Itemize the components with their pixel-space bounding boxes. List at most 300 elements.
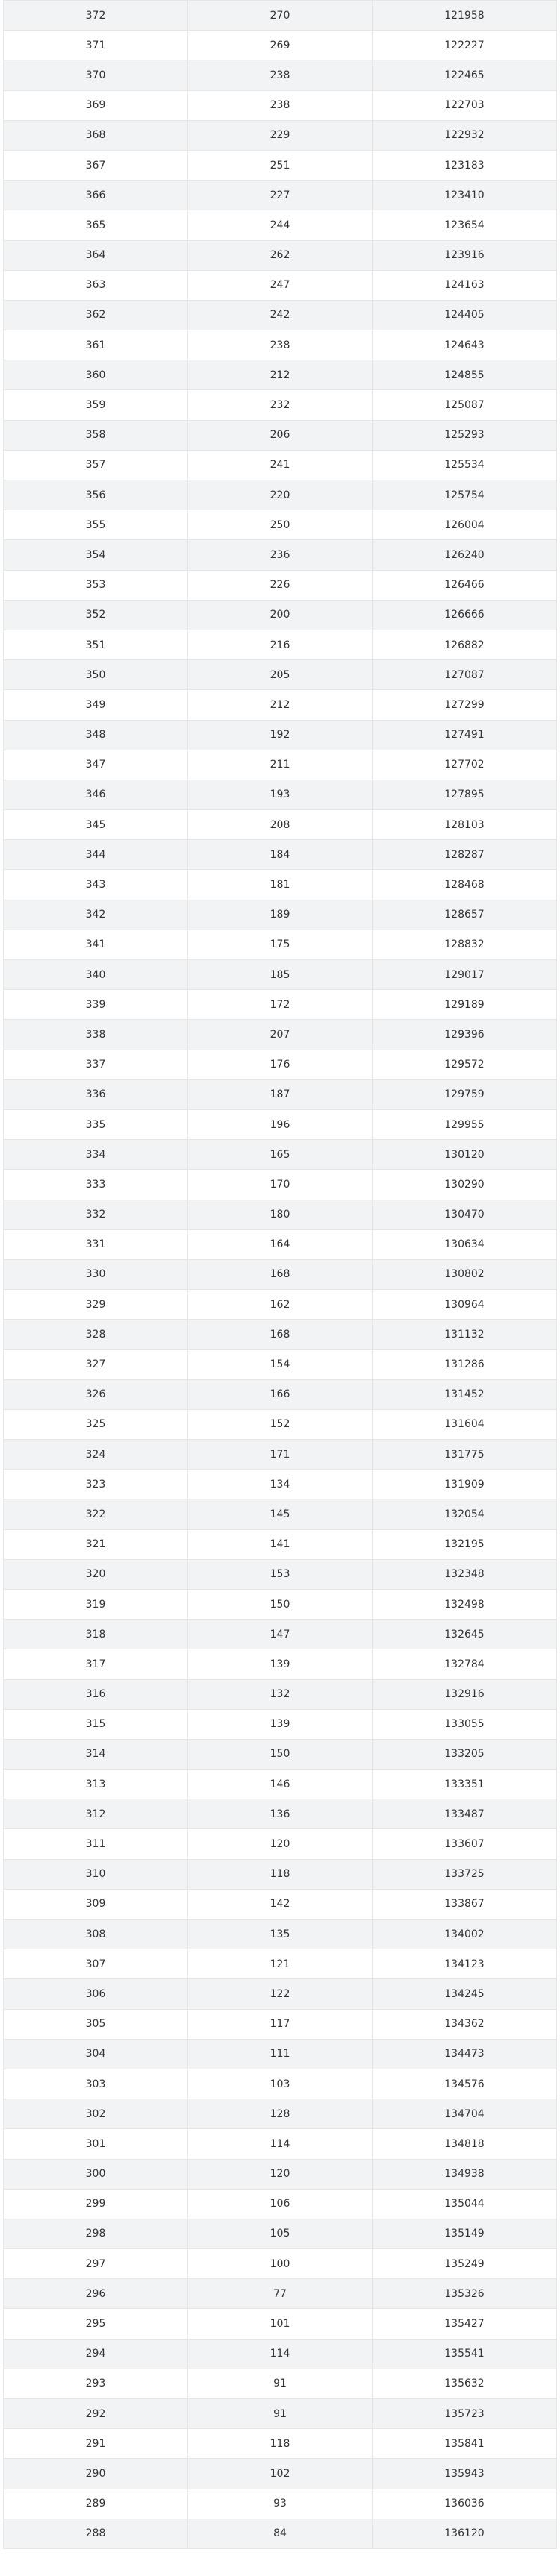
score-cell: 368 (4, 120, 188, 150)
cumulative-cell: 136120 (373, 2519, 557, 2548)
count-cell: 184 (188, 840, 373, 870)
count-cell: 91 (188, 2369, 373, 2398)
table-row (4, 240, 557, 270)
cumulative-cell: 132784 (373, 1649, 557, 1679)
cumulative-cell: 128832 (373, 930, 557, 959)
score-cell: 308 (4, 1920, 188, 1949)
cumulative-cell: 124163 (373, 270, 557, 300)
cumulative-cell: 135541 (373, 2339, 557, 2369)
score-cell: 292 (4, 2399, 188, 2429)
count-cell: 152 (188, 1409, 373, 1439)
table-row (4, 1589, 557, 1619)
table-row (4, 420, 557, 450)
score-cell: 352 (4, 600, 188, 630)
cumulative-cell: 129759 (373, 1079, 557, 1109)
table-row (4, 210, 557, 240)
table-row (4, 90, 557, 120)
count-cell: 111 (188, 2039, 373, 2069)
score-cell: 344 (4, 840, 188, 870)
score-cell: 329 (4, 1290, 188, 1320)
count-cell: 196 (188, 1109, 373, 1139)
count-cell: 146 (188, 1770, 373, 1799)
table-row (4, 750, 557, 780)
count-cell: 226 (188, 570, 373, 600)
count-cell: 139 (188, 1709, 373, 1739)
count-cell: 232 (188, 390, 373, 420)
count-cell: 168 (188, 1320, 373, 1350)
score-cell: 324 (4, 1440, 188, 1470)
score-cell: 327 (4, 1350, 188, 1379)
cumulative-cell: 126240 (373, 540, 557, 570)
table-row (4, 1350, 557, 1379)
score-cell: 291 (4, 2429, 188, 2459)
score-cell: 351 (4, 630, 188, 659)
score-cell: 367 (4, 150, 188, 180)
cumulative-cell: 133487 (373, 1799, 557, 1829)
table-row (4, 1799, 557, 1829)
score-cell: 293 (4, 2369, 188, 2398)
table-row (4, 1259, 557, 1289)
score-cell: 325 (4, 1409, 188, 1439)
score-cell: 348 (4, 720, 188, 750)
count-cell: 118 (188, 2429, 373, 2459)
cumulative-cell: 130120 (373, 1140, 557, 1170)
count-cell: 238 (188, 60, 373, 90)
table-row (4, 1859, 557, 1889)
cumulative-cell: 135044 (373, 2189, 557, 2219)
count-cell: 134 (188, 1470, 373, 1499)
score-cell: 357 (4, 450, 188, 480)
cumulative-cell: 125293 (373, 420, 557, 450)
score-cell: 328 (4, 1320, 188, 1350)
table-row (4, 1889, 557, 1919)
score-cell: 299 (4, 2189, 188, 2219)
count-cell: 244 (188, 210, 373, 240)
table-row (4, 1649, 557, 1679)
table-row (4, 2159, 557, 2189)
table-row (4, 2399, 557, 2429)
cumulative-cell: 131132 (373, 1320, 557, 1350)
table-row (4, 2519, 557, 2548)
cumulative-cell: 133607 (373, 1829, 557, 1859)
cumulative-cell: 132195 (373, 1529, 557, 1559)
count-cell: 200 (188, 600, 373, 630)
score-cell: 288 (4, 2519, 188, 2548)
score-cell: 305 (4, 2009, 188, 2039)
cumulative-cell: 130290 (373, 1170, 557, 1200)
score-cell: 303 (4, 2069, 188, 2099)
count-cell: 145 (188, 1499, 373, 1529)
cumulative-cell: 135326 (373, 2279, 557, 2309)
count-cell: 114 (188, 2339, 373, 2369)
table-row (4, 540, 557, 570)
table-row (4, 990, 557, 1020)
count-cell: 132 (188, 1679, 373, 1709)
count-cell: 207 (188, 1020, 373, 1050)
count-cell: 121 (188, 1949, 373, 1979)
count-cell: 136 (188, 1799, 373, 1829)
score-cell: 363 (4, 270, 188, 300)
score-cell: 372 (4, 1, 188, 31)
score-cell: 295 (4, 2309, 188, 2339)
score-cell: 290 (4, 2459, 188, 2489)
table-row (4, 1379, 557, 1409)
table-row (4, 1739, 557, 1769)
count-cell: 236 (188, 540, 373, 570)
table-row (4, 870, 557, 900)
cumulative-cell: 134002 (373, 1920, 557, 1949)
table-row (4, 660, 557, 690)
count-cell: 171 (188, 1440, 373, 1470)
table-row (4, 1470, 557, 1499)
count-cell: 100 (188, 2249, 373, 2279)
count-cell: 162 (188, 1290, 373, 1320)
count-cell: 105 (188, 2219, 373, 2248)
cumulative-cell: 125754 (373, 480, 557, 510)
table-row (4, 1529, 557, 1559)
count-cell: 84 (188, 2519, 373, 2548)
table-row (4, 900, 557, 930)
count-cell: 117 (188, 2009, 373, 2039)
table-row (4, 270, 557, 300)
score-cell: 345 (4, 810, 188, 840)
count-cell: 205 (188, 660, 373, 690)
cumulative-cell: 124643 (373, 330, 557, 360)
count-cell: 227 (188, 181, 373, 210)
cumulative-cell: 128287 (373, 840, 557, 870)
count-cell: 120 (188, 2159, 373, 2189)
count-cell: 185 (188, 960, 373, 990)
count-cell: 128 (188, 2099, 373, 2129)
cumulative-cell: 132348 (373, 1559, 557, 1589)
score-cell: 339 (4, 990, 188, 1020)
cumulative-cell: 130964 (373, 1290, 557, 1320)
count-cell: 175 (188, 930, 373, 959)
cumulative-cell: 134704 (373, 2099, 557, 2129)
table-row (4, 1050, 557, 1079)
table-row (4, 1949, 557, 1979)
cumulative-cell: 133867 (373, 1889, 557, 1919)
score-cell: 346 (4, 780, 188, 809)
cumulative-cell: 133351 (373, 1770, 557, 1799)
score-cell: 298 (4, 2219, 188, 2248)
table-row (4, 510, 557, 540)
count-cell: 193 (188, 780, 373, 809)
count-cell: 176 (188, 1050, 373, 1079)
table-row (4, 1020, 557, 1050)
count-cell: 165 (188, 1140, 373, 1170)
count-cell: 103 (188, 2069, 373, 2099)
count-cell: 150 (188, 1589, 373, 1619)
table-row (4, 360, 557, 390)
table-row (4, 330, 557, 360)
count-cell: 139 (188, 1649, 373, 1679)
count-cell: 269 (188, 31, 373, 60)
cumulative-cell: 122227 (373, 31, 557, 60)
cumulative-cell: 126466 (373, 570, 557, 600)
table-row (4, 840, 557, 870)
cumulative-cell: 129396 (373, 1020, 557, 1050)
cumulative-cell: 127087 (373, 660, 557, 690)
cumulative-cell: 123654 (373, 210, 557, 240)
count-cell: 250 (188, 510, 373, 540)
table-row (4, 2459, 557, 2489)
score-cell: 335 (4, 1109, 188, 1139)
count-cell: 141 (188, 1529, 373, 1559)
table-row (4, 1499, 557, 1529)
count-cell: 238 (188, 330, 373, 360)
count-cell: 241 (188, 450, 373, 480)
score-cell: 304 (4, 2039, 188, 2069)
table-row (4, 450, 557, 480)
score-cell: 317 (4, 1649, 188, 1679)
table-row (4, 1109, 557, 1139)
cumulative-cell: 135149 (373, 2219, 557, 2248)
score-cell: 337 (4, 1050, 188, 1079)
table-row (4, 1170, 557, 1200)
cumulative-cell: 126666 (373, 600, 557, 630)
cumulative-cell: 121958 (373, 1, 557, 31)
cumulative-cell: 133055 (373, 1709, 557, 1739)
score-cell: 320 (4, 1559, 188, 1589)
score-cell: 310 (4, 1859, 188, 1889)
score-cell: 314 (4, 1739, 188, 1769)
cumulative-cell: 132054 (373, 1499, 557, 1529)
count-cell: 251 (188, 150, 373, 180)
score-cell: 312 (4, 1799, 188, 1829)
score-cell: 322 (4, 1499, 188, 1529)
score-cell: 365 (4, 210, 188, 240)
table-row (4, 181, 557, 210)
count-cell: 262 (188, 240, 373, 270)
count-cell: 212 (188, 690, 373, 720)
table-row (4, 31, 557, 60)
table-row (4, 2099, 557, 2129)
table-row (4, 1979, 557, 2009)
table-row (4, 930, 557, 959)
score-cell: 302 (4, 2099, 188, 2129)
cumulative-cell: 127299 (373, 690, 557, 720)
table-row (4, 2009, 557, 2039)
table-row (4, 1620, 557, 1649)
cumulative-cell: 132916 (373, 1679, 557, 1709)
cumulative-cell: 135723 (373, 2399, 557, 2429)
score-cell: 330 (4, 1259, 188, 1289)
table-row (4, 1679, 557, 1709)
cumulative-cell: 131604 (373, 1409, 557, 1439)
table-row (4, 1770, 557, 1799)
score-cell: 359 (4, 390, 188, 420)
score-cell: 316 (4, 1679, 188, 1709)
score-cell: 300 (4, 2159, 188, 2189)
cumulative-cell: 134818 (373, 2129, 557, 2159)
score-cell: 294 (4, 2339, 188, 2369)
score-cell: 343 (4, 870, 188, 900)
score-table-container (3, 0, 557, 2549)
score-cell: 371 (4, 31, 188, 60)
cumulative-cell: 130802 (373, 1259, 557, 1289)
count-cell: 172 (188, 990, 373, 1020)
score-cell: 353 (4, 570, 188, 600)
cumulative-cell: 129572 (373, 1050, 557, 1079)
cumulative-cell: 132645 (373, 1620, 557, 1649)
table-row (4, 300, 557, 330)
table-row (4, 630, 557, 659)
score-cell: 296 (4, 2279, 188, 2309)
score-cell: 311 (4, 1829, 188, 1859)
table-row (4, 1920, 557, 1949)
count-cell: 122 (188, 1979, 373, 2009)
cumulative-cell: 130470 (373, 1200, 557, 1229)
score-cell: 361 (4, 330, 188, 360)
table-row (4, 2249, 557, 2279)
cumulative-cell: 127702 (373, 750, 557, 780)
score-cell: 334 (4, 1140, 188, 1170)
count-cell: 238 (188, 90, 373, 120)
cumulative-cell: 124855 (373, 360, 557, 390)
count-cell: 150 (188, 1739, 373, 1769)
count-cell: 164 (188, 1229, 373, 1259)
count-cell: 120 (188, 1829, 373, 1859)
score-cell: 321 (4, 1529, 188, 1559)
score-table (3, 0, 557, 2549)
table-row (4, 720, 557, 750)
count-cell: 93 (188, 2489, 373, 2519)
count-cell: 91 (188, 2399, 373, 2429)
count-cell: 189 (188, 900, 373, 930)
score-cell: 323 (4, 1470, 188, 1499)
score-cell: 366 (4, 181, 188, 210)
cumulative-cell: 128468 (373, 870, 557, 900)
table-row (4, 150, 557, 180)
table-row (4, 1709, 557, 1739)
table-row (4, 60, 557, 90)
score-cell: 369 (4, 90, 188, 120)
count-cell: 102 (188, 2459, 373, 2489)
table-row (4, 1559, 557, 1589)
cumulative-cell: 123916 (373, 240, 557, 270)
count-cell: 180 (188, 1200, 373, 1229)
cumulative-cell: 131286 (373, 1350, 557, 1379)
count-cell: 135 (188, 1920, 373, 1949)
table-row (4, 2369, 557, 2398)
cumulative-cell: 135841 (373, 2429, 557, 2459)
score-cell: 341 (4, 930, 188, 959)
table-row (4, 2309, 557, 2339)
table-row (4, 1200, 557, 1229)
cumulative-cell: 122465 (373, 60, 557, 90)
score-cell: 309 (4, 1889, 188, 1919)
table-row (4, 1079, 557, 1109)
score-cell: 331 (4, 1229, 188, 1259)
score-cell: 350 (4, 660, 188, 690)
count-cell: 147 (188, 1620, 373, 1649)
count-cell: 242 (188, 300, 373, 330)
table-row (4, 1, 557, 31)
score-cell: 358 (4, 420, 188, 450)
cumulative-cell: 133205 (373, 1739, 557, 1769)
score-cell: 355 (4, 510, 188, 540)
cumulative-cell: 136036 (373, 2489, 557, 2519)
cumulative-cell: 126882 (373, 630, 557, 659)
score-cell: 306 (4, 1979, 188, 2009)
cumulative-cell: 128103 (373, 810, 557, 840)
cumulative-cell: 127491 (373, 720, 557, 750)
table-row (4, 1229, 557, 1259)
table-row (4, 1290, 557, 1320)
cumulative-cell: 135943 (373, 2459, 557, 2489)
cumulative-cell: 129017 (373, 960, 557, 990)
cumulative-cell: 124405 (373, 300, 557, 330)
cumulative-cell: 134938 (373, 2159, 557, 2189)
cumulative-cell: 134245 (373, 1979, 557, 2009)
count-cell: 270 (188, 1, 373, 31)
score-cell: 307 (4, 1949, 188, 1979)
cumulative-cell: 123183 (373, 150, 557, 180)
cumulative-cell: 128657 (373, 900, 557, 930)
count-cell: 208 (188, 810, 373, 840)
cumulative-cell: 135249 (373, 2249, 557, 2279)
table-row (4, 1140, 557, 1170)
table-row (4, 1440, 557, 1470)
score-cell: 318 (4, 1620, 188, 1649)
count-cell: 168 (188, 1259, 373, 1289)
table-row (4, 1829, 557, 1859)
count-cell: 170 (188, 1170, 373, 1200)
cumulative-cell: 125534 (373, 450, 557, 480)
cumulative-cell: 135632 (373, 2369, 557, 2398)
count-cell: 247 (188, 270, 373, 300)
cumulative-cell: 134576 (373, 2069, 557, 2099)
count-cell: 118 (188, 1859, 373, 1889)
table-row (4, 2219, 557, 2248)
score-cell: 336 (4, 1079, 188, 1109)
table-row (4, 120, 557, 150)
table-row (4, 810, 557, 840)
cumulative-cell: 122932 (373, 120, 557, 150)
cumulative-cell: 130634 (373, 1229, 557, 1259)
table-row (4, 2129, 557, 2159)
score-cell: 301 (4, 2129, 188, 2159)
score-cell: 332 (4, 1200, 188, 1229)
score-cell: 349 (4, 690, 188, 720)
cumulative-cell: 131452 (373, 1379, 557, 1409)
count-cell: 106 (188, 2189, 373, 2219)
score-cell: 319 (4, 1589, 188, 1619)
count-cell: 212 (188, 360, 373, 390)
score-cell: 347 (4, 750, 188, 780)
table-row (4, 2489, 557, 2519)
score-cell: 326 (4, 1379, 188, 1409)
score-cell: 364 (4, 240, 188, 270)
score-cell: 340 (4, 960, 188, 990)
score-cell: 360 (4, 360, 188, 390)
table-row (4, 480, 557, 510)
table-row (4, 390, 557, 420)
score-cell: 313 (4, 1770, 188, 1799)
cumulative-cell: 129955 (373, 1109, 557, 1139)
count-cell: 114 (188, 2129, 373, 2159)
count-cell: 77 (188, 2279, 373, 2309)
score-cell: 338 (4, 1020, 188, 1050)
count-cell: 153 (188, 1559, 373, 1589)
cumulative-cell: 132498 (373, 1589, 557, 1619)
cumulative-cell: 133725 (373, 1859, 557, 1889)
cumulative-cell: 126004 (373, 510, 557, 540)
score-cell: 370 (4, 60, 188, 90)
score-cell: 342 (4, 900, 188, 930)
count-cell: 206 (188, 420, 373, 450)
